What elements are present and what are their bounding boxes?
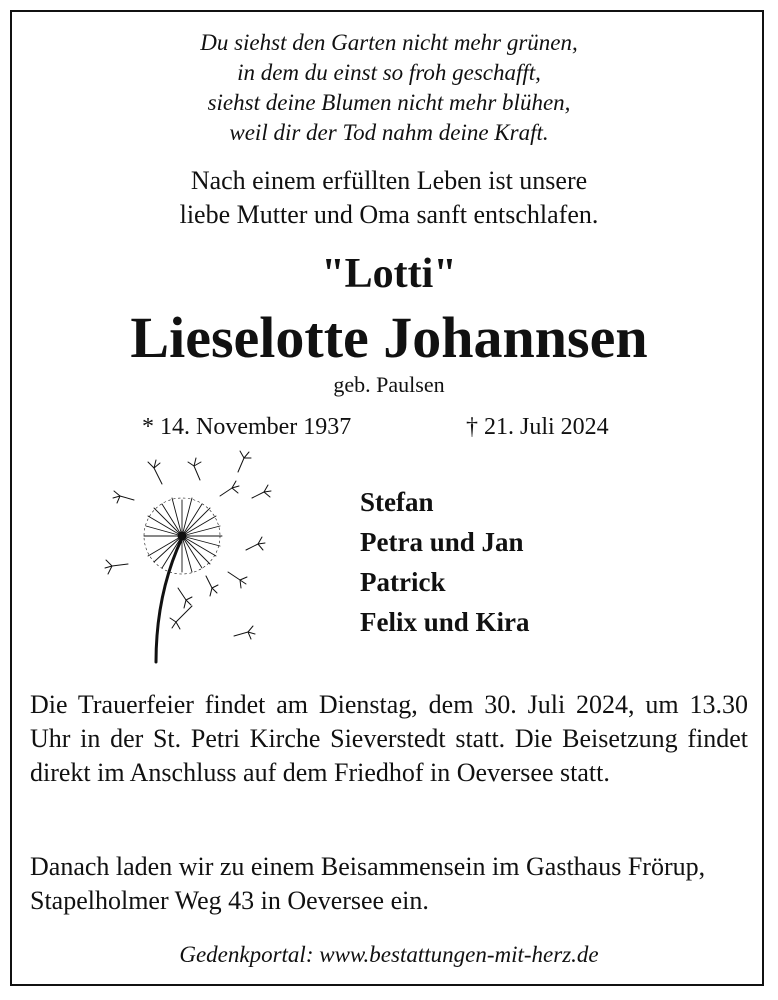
mourners-list (360, 482, 530, 642)
reception-text: Danach laden wir zu einem Beisammensein im Gasthaus Frörup, Stapelholmer Weg 43 in Oeversee ein. (30, 852, 706, 915)
intro-line: Nach einem erfüllten Leben ist unsere (190, 166, 588, 195)
intro-line: liebe Mutter und Oma sanft entschlafen. (179, 200, 599, 229)
deceased-nickname: "Lotti" (321, 251, 457, 297)
dandelion-icon (98, 448, 288, 668)
mourner-name: Felix und Kira (360, 607, 530, 637)
reception-info (30, 850, 748, 918)
mourner-name: Patrick (360, 567, 446, 597)
funeral-service-info (30, 688, 748, 790)
poem-line: in dem du einst so froh geschafft, (237, 60, 541, 85)
birth-date: * 14. November 1937 (142, 414, 352, 440)
maiden-name: geb. Paulsen (333, 372, 445, 397)
mourner-name: Petra und Jan (360, 527, 524, 557)
death-date: † 21. Juli 2024 (466, 414, 609, 440)
poem-line: Du siehst den Garten nicht mehr grünen, (200, 30, 578, 55)
service-text: Die Trauerfeier findet am Dienstag, dem 30. Juli 2024, um 13.30 Uhr in der St. Petri Kirche Sieverstedt statt. Die Beisetzung findet direkt im Anschluss auf dem Friedhof in Oeversee statt. (30, 690, 748, 787)
poem-line: weil dir der Tod nahm deine Kraft. (229, 120, 549, 145)
poem (0, 28, 778, 148)
intro-text (0, 164, 778, 232)
memorial-portal: Gedenkportal: www.bestattungen-mit-herz.de (179, 942, 599, 967)
poem-line: siehst deine Blumen nicht mehr blühen, (207, 90, 571, 115)
mourner-name: Stefan (360, 487, 434, 517)
deceased-name: Lieselotte Johannsen (130, 305, 648, 370)
